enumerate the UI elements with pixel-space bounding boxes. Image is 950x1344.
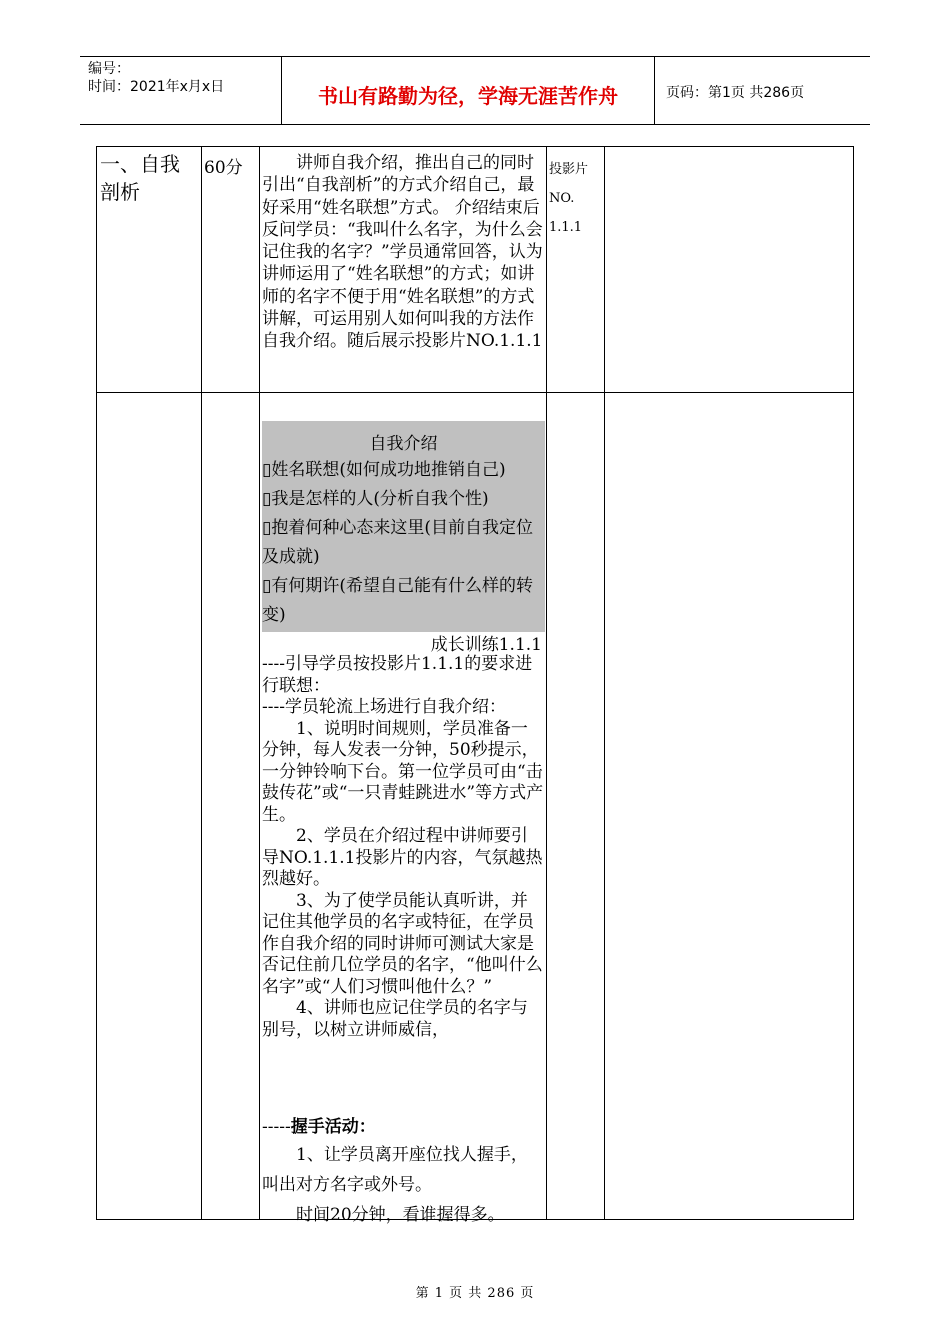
table-col-line: [96, 146, 97, 1219]
header-top-rule: [80, 56, 870, 57]
guide-text: ----学员轮流上场进行自我介绍：: [262, 697, 506, 717]
header-bottom-rule: [80, 124, 870, 125]
step-text: 4、讲师也应记住学员的名字与别号，以树立讲师威信，: [262, 998, 528, 1040]
header-motto: 书山有路勤为径，学海无涯苦作舟: [318, 84, 618, 108]
step-text: 3、为了使学员能认真听讲，并记住其他学员的名字或特征，在学员作自我介绍的同时讲师可测试大家是否记住前几位学员的名字，“他叫什么名字”或“人们习惯叫他什么？”: [262, 890, 543, 997]
row2-content: [262, 654, 544, 1041]
table-row-divider: [96, 392, 854, 393]
header-divider: [654, 57, 655, 124]
slide-list: [262, 456, 545, 630]
slide-caption: 成长训练1.1.1: [430, 635, 542, 655]
section-title: 一、自我剖析: [100, 152, 180, 204]
duration: 60分: [204, 158, 243, 178]
table-col-line: [201, 146, 202, 1219]
teaching-aid: 投影片 NO. 1.1.1: [549, 162, 589, 235]
slide-title: 自我介绍: [369, 434, 438, 454]
handshake-content: [262, 1140, 544, 1230]
handshake-step: 时间20分钟，看谁握得多。: [296, 1205, 505, 1225]
slide-item: ▯有何期许(希望自己能有什么样的转变): [262, 576, 533, 625]
step-text: 2、学员在介绍过程中讲师要引导NO.1.1.1投影片的内容，气氛越热烈越好。: [262, 826, 543, 889]
table-col-line: [259, 146, 260, 1219]
handshake-heading: -----握手活动：: [262, 1117, 376, 1137]
row1-content: 讲师自我介绍，推出自己的同时引出“自我剖析”的方式介绍自己，最好采用“姓名联想”方式。 介绍结束后反问学员：“我叫什么名字，为什么会记住我的名字？”学员通常回答，认为讲师运用了“姓名联想”的方式；如讲师的名字不便于用“姓名联想”的方式讲解，可运用别人如何叫我的方法作自我介绍。随后展示投影片NO.1.1.1: [262, 153, 543, 352]
table-col-line: [604, 146, 605, 1219]
table-col-line: [546, 146, 547, 1219]
slide-item: ▯姓名联想(如何成功地推销自己): [262, 460, 506, 480]
guide-text: ----引导学员按投影片1.1.1的要求进行联想：: [262, 654, 533, 696]
slide-item: ▯我是怎样的人(分析自我个性): [262, 489, 489, 509]
slide-item: ▯抱着何种心态来这里(目前自我定位及成就): [262, 518, 533, 567]
header-meta: [88, 60, 224, 96]
header-page-label: 页码：第1页 共286页: [666, 85, 805, 101]
number-label: 编号：: [88, 61, 130, 77]
date-label: 时间：2021年x月x日: [88, 79, 225, 95]
table-col-line: [853, 146, 854, 1219]
page-footer: 第 1 页 共 286 页: [415, 1286, 535, 1301]
table-border-top: [96, 146, 854, 147]
step-text: 1、说明时间规则，学员准备一分钟，每人发表一分钟，50秒提示，一分钟铃响下台。第一位学员可由“击鼓传花”或“一只青蛙跳进水”等方式产生。: [262, 718, 544, 825]
handshake-step: 1、让学员离开座位找人握手，叫出对方名字或外号。: [262, 1145, 528, 1195]
